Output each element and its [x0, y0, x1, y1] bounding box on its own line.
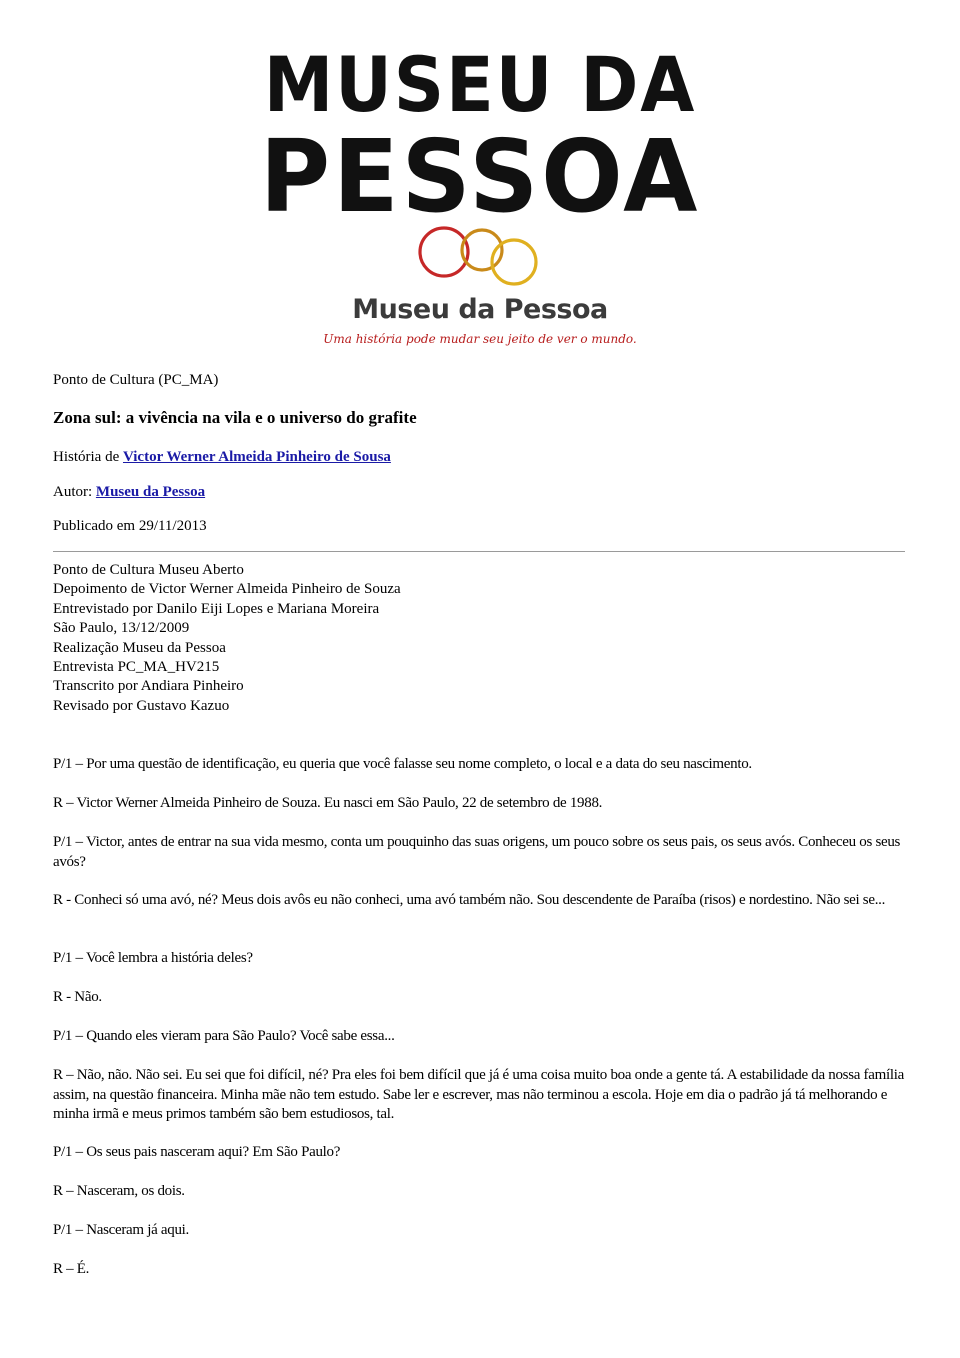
transcript-paragraph: P/1 – Nasceram já aqui.: [53, 1222, 189, 1238]
credit-line: São Paulo, 13/12/2009: [53, 620, 190, 637]
history-person-link[interactable]: Victor Werner Almeida Pinheiro de Sousa: [122, 449, 391, 465]
published-date: Publicado em 29/11/2013: [53, 518, 207, 534]
author-link[interactable]: Museu da Pessoa: [95, 484, 206, 500]
brand-tagline: Uma história pode mudar seu jeito de ver o mundo.: [323, 332, 637, 346]
logo-wordmark-line2: PESSOA: [259, 118, 701, 235]
credit-line: Realização Museu da Pessoa: [53, 639, 226, 656]
brand-name: Museu da Pessoa: [352, 294, 608, 325]
transcript-paragraph: P/1 – Por uma questão de identificação, eu queria que você falasse seu nome completo, o local e a data do seu nascimento.: [53, 756, 752, 772]
transcript-paragraph: P/1 – Os seus pais nasceram aqui? Em São Paulo?: [53, 1144, 341, 1160]
divider: [53, 551, 905, 552]
credit-line: Ponto de Cultura Museu Aberto: [53, 562, 244, 578]
museu-da-pessoa-logo: [0, 0, 960, 360]
transcript-paragraph: P/1 – Você lembra a história deles?: [53, 950, 253, 966]
transcript-paragraph: P/1 – Victor, antes de entrar na sua vida mesmo, conta um pouquinho das suas origens, um pouco sobre os seus pais, os seus avós. Conheceu os seus avós?: [53, 834, 901, 870]
transcript-paragraph: R – Não, não. Não sei. Eu sei que foi difícil, né? Pra eles foi bem difícil que já é uma coisa muito boa onde a gente tá. A estabilidade da nossa família assim, na questão financeira. Minha mãe não tem estudo. Sabe ler e escrever, mas não terminou a escola. Hoje em dia o padrão já tá melhorando e minha irmã e meus primos também são bem estudiosos, tal.: [53, 1067, 904, 1122]
credit-line: Transcrito por Andiara Pinheiro: [53, 678, 244, 695]
credit-line: Depoimento de Victor Werner Almeida Pinheiro de Souza: [53, 581, 401, 598]
logo-wordmark-line1: MUSEU DA: [263, 40, 697, 129]
transcript-paragraph: R - Conheci só uma avó, né? Meus dois avôs eu não conheci, uma avó também não. Sou descendente de Paraíba (risos) e nordestino. Não sei se...: [53, 892, 886, 908]
credit-line: Entrevista PC_MA_HV215: [53, 659, 220, 676]
author-line: [53, 483, 205, 502]
transcript-paragraph: R - Não.: [53, 989, 102, 1005]
history-line: [53, 448, 391, 467]
author-prefix: Autor:: [53, 484, 96, 500]
credit-line: Entrevistado por Danilo Eiji Lopes e Mariana Moreira: [53, 600, 380, 617]
interlocking-rings-icon: [410, 222, 550, 292]
history-prefix: História de: [53, 449, 123, 465]
transcript-paragraph: R – Victor Werner Almeida Pinheiro de Souza. Eu nasci em São Paulo, 22 de setembro de 1988.: [53, 795, 603, 811]
transcript-paragraph: R – É.: [53, 1261, 90, 1277]
interview-credits: [53, 561, 401, 716]
transcript-paragraph: P/1 – Quando eles vieram para São Paulo? Você sabe essa...: [53, 1028, 395, 1044]
story-title: Zona sul: a vivência na vila e o universo do grafite: [53, 408, 417, 427]
transcript-paragraph: R – Nasceram, os dois.: [53, 1183, 185, 1199]
credit-line: Revisado por Gustavo Kazuo: [53, 697, 230, 714]
collection-label: Ponto de Cultura (PC_MA): [53, 372, 219, 388]
